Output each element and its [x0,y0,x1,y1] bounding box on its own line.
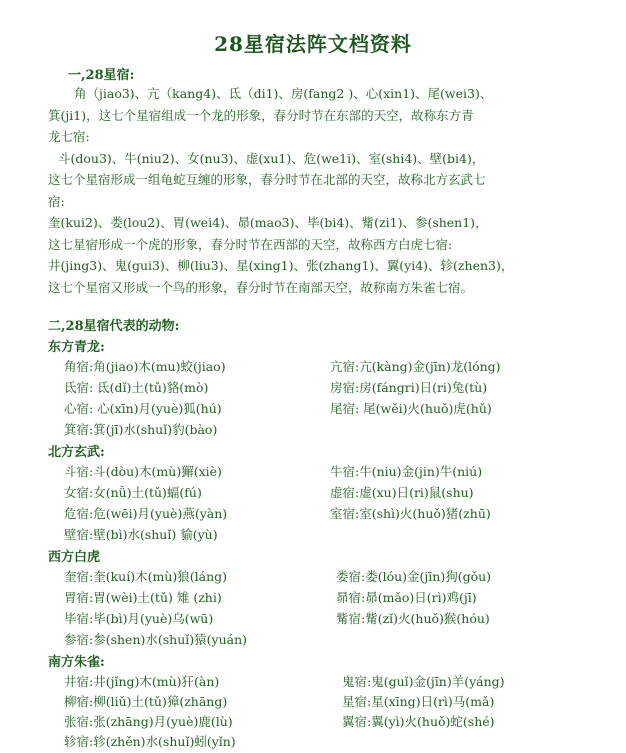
body-line: 这七个星宿形成一组龟蛇互缠的形象，春分时节在北部的天空，故称北方玄武七 [48,172,486,187]
mansion-entry: 女宿:女(nǚ)土(tǔ)蝠(fú) [64,485,202,500]
mansion-entry: 氐宿: 氐(dǐ)土(tǔ)貉(mò) [64,380,209,395]
body-line: 这七个星宿又形成一个鸟的形象，春分时节在南部天空，故称南方朱雀七宿。 [48,279,474,295]
mansion-entry: 觜宿:觜(zǐ)火(huǒ)猴(hóu) [336,611,490,626]
mansion-entry: 牛宿:牛(niu)金(jin)牛(niú) [330,464,483,479]
mansion-entry: 虚宿:虚(xu)日(ri)鼠(shu) [330,485,474,500]
group-title-west: 西方白虎 [48,550,101,565]
group-title-south: 南方朱雀: [48,655,105,670]
mansion-entry: 心宿: 心(xīn)月(yuè)狐(hú) [64,401,222,416]
body-line: 角（jiao3)、亢（kang4)、氐（di1)、房(fang2 )、心(xin1)、尾(wei3)、 [74,86,493,101]
mansion-entry: 柳宿:柳(liǔ)土(tǔ)獐(zhāng) [64,694,228,709]
body-line: 箕(ji1)，这七个星宿组成一个龙的形象，春分时节在东部的天空，故称东方青 [48,107,474,123]
mansion-entry: 张宿:张(zhāng)月(yuè)鹿(lù) [64,714,233,729]
mansion-entry: 井宿:井(jǐng)木(mù)犴(àn) [64,674,220,689]
section-2-heading: 二,28星宿代表的动物: [48,319,180,334]
mansion-entry: 斗宿:斗(dòu)木(mù)獬(xiè) [64,464,222,479]
mansion-entry: 亢宿:亢(kàng)金(jīn)龙(lóng) [330,359,501,374]
body-line: 宿: [48,193,65,209]
mansion-entry: 昴宿:昴(mǎo)日(rì)鸡(jī) [336,590,477,605]
page-title: 28星宿法阵文档资料 [214,32,412,56]
body-line: 斗(dou3)、牛(niu2)、女(nu3)、虚(xu1)、危(we1i)、室(shi4)、壁(bi4)， [58,150,485,166]
mansion-entry: 鬼宿:鬼(guǐ)金(jīn)羊(yáng) [342,674,505,689]
mansion-entry: 轸宿:轸(zhěn)水(shuǐ)蚓(yǐn) [64,734,236,749]
mansion-entry: 奎宿:奎(kuí)木(mù)狼(láng) [64,569,228,584]
body-line: 龙七宿: [48,129,90,144]
mansion-entry: 翼宿:翼(yì)火(huǒ)蛇(shé) [342,714,495,729]
mansion-entry: 尾宿: 尾(wěi)火(huǒ)虎(hǔ) [330,401,492,416]
mansion-entry: 毕宿:毕(bì)月(yuè)乌(wū) [64,611,214,626]
mansion-entry: 壁宿:壁(bì)水(shuǐ) 貐(yù) [64,527,218,542]
mansion-entry: 参宿:参(shen)水(shuǐ)猿(yuán) [64,632,248,647]
mansion-entry: 室宿:室(shì)火(huǒ)猪(zhū) [330,506,491,521]
group-title-north: 北方玄武: [48,445,105,460]
body-line: 奎(kui2)、娄(lou2)、胃(wei4)、昴(mao3)、毕(bi4)、觜(zi1)、参(shen1)， [48,215,488,230]
mansion-entry: 胃宿:胃(wèi)土(tǔ) 雉 (zhi) [64,590,222,605]
mansion-entry: 娄宿:娄(lóu)金(jīn)狗(gǒu) [336,569,492,584]
mansion-entry: 箕宿:箕(jī)水(shuǐ)豹(bào) [64,422,218,437]
group-title-east: 东方青龙: [48,340,105,355]
section-1-heading: 一,28星宿: [68,68,135,83]
mansion-entry: 危宿:危(wēi)月(yuè)燕(yàn) [64,506,228,521]
section-1-body [48,83,603,298]
mansion-entry: 星宿:星(xīng)日(rì)马(mǎ) [342,694,495,709]
body-line: 井(jing3)、鬼(gui3)、柳(liu3)、星(xing1)、张(zhang1)、翼(yi4)、轸(zhen3)， [48,258,514,273]
mansion-entry: 房宿:房(fángri)日(ri)兔(tù) [330,380,488,395]
mansion-entry: 角宿:角(jiao)木(mu)蛟(jiao) [64,359,226,374]
body-line: 这七星宿形成一个虎的形象，春分时节在西部的天空，故称西方白虎七宿: [48,236,453,252]
